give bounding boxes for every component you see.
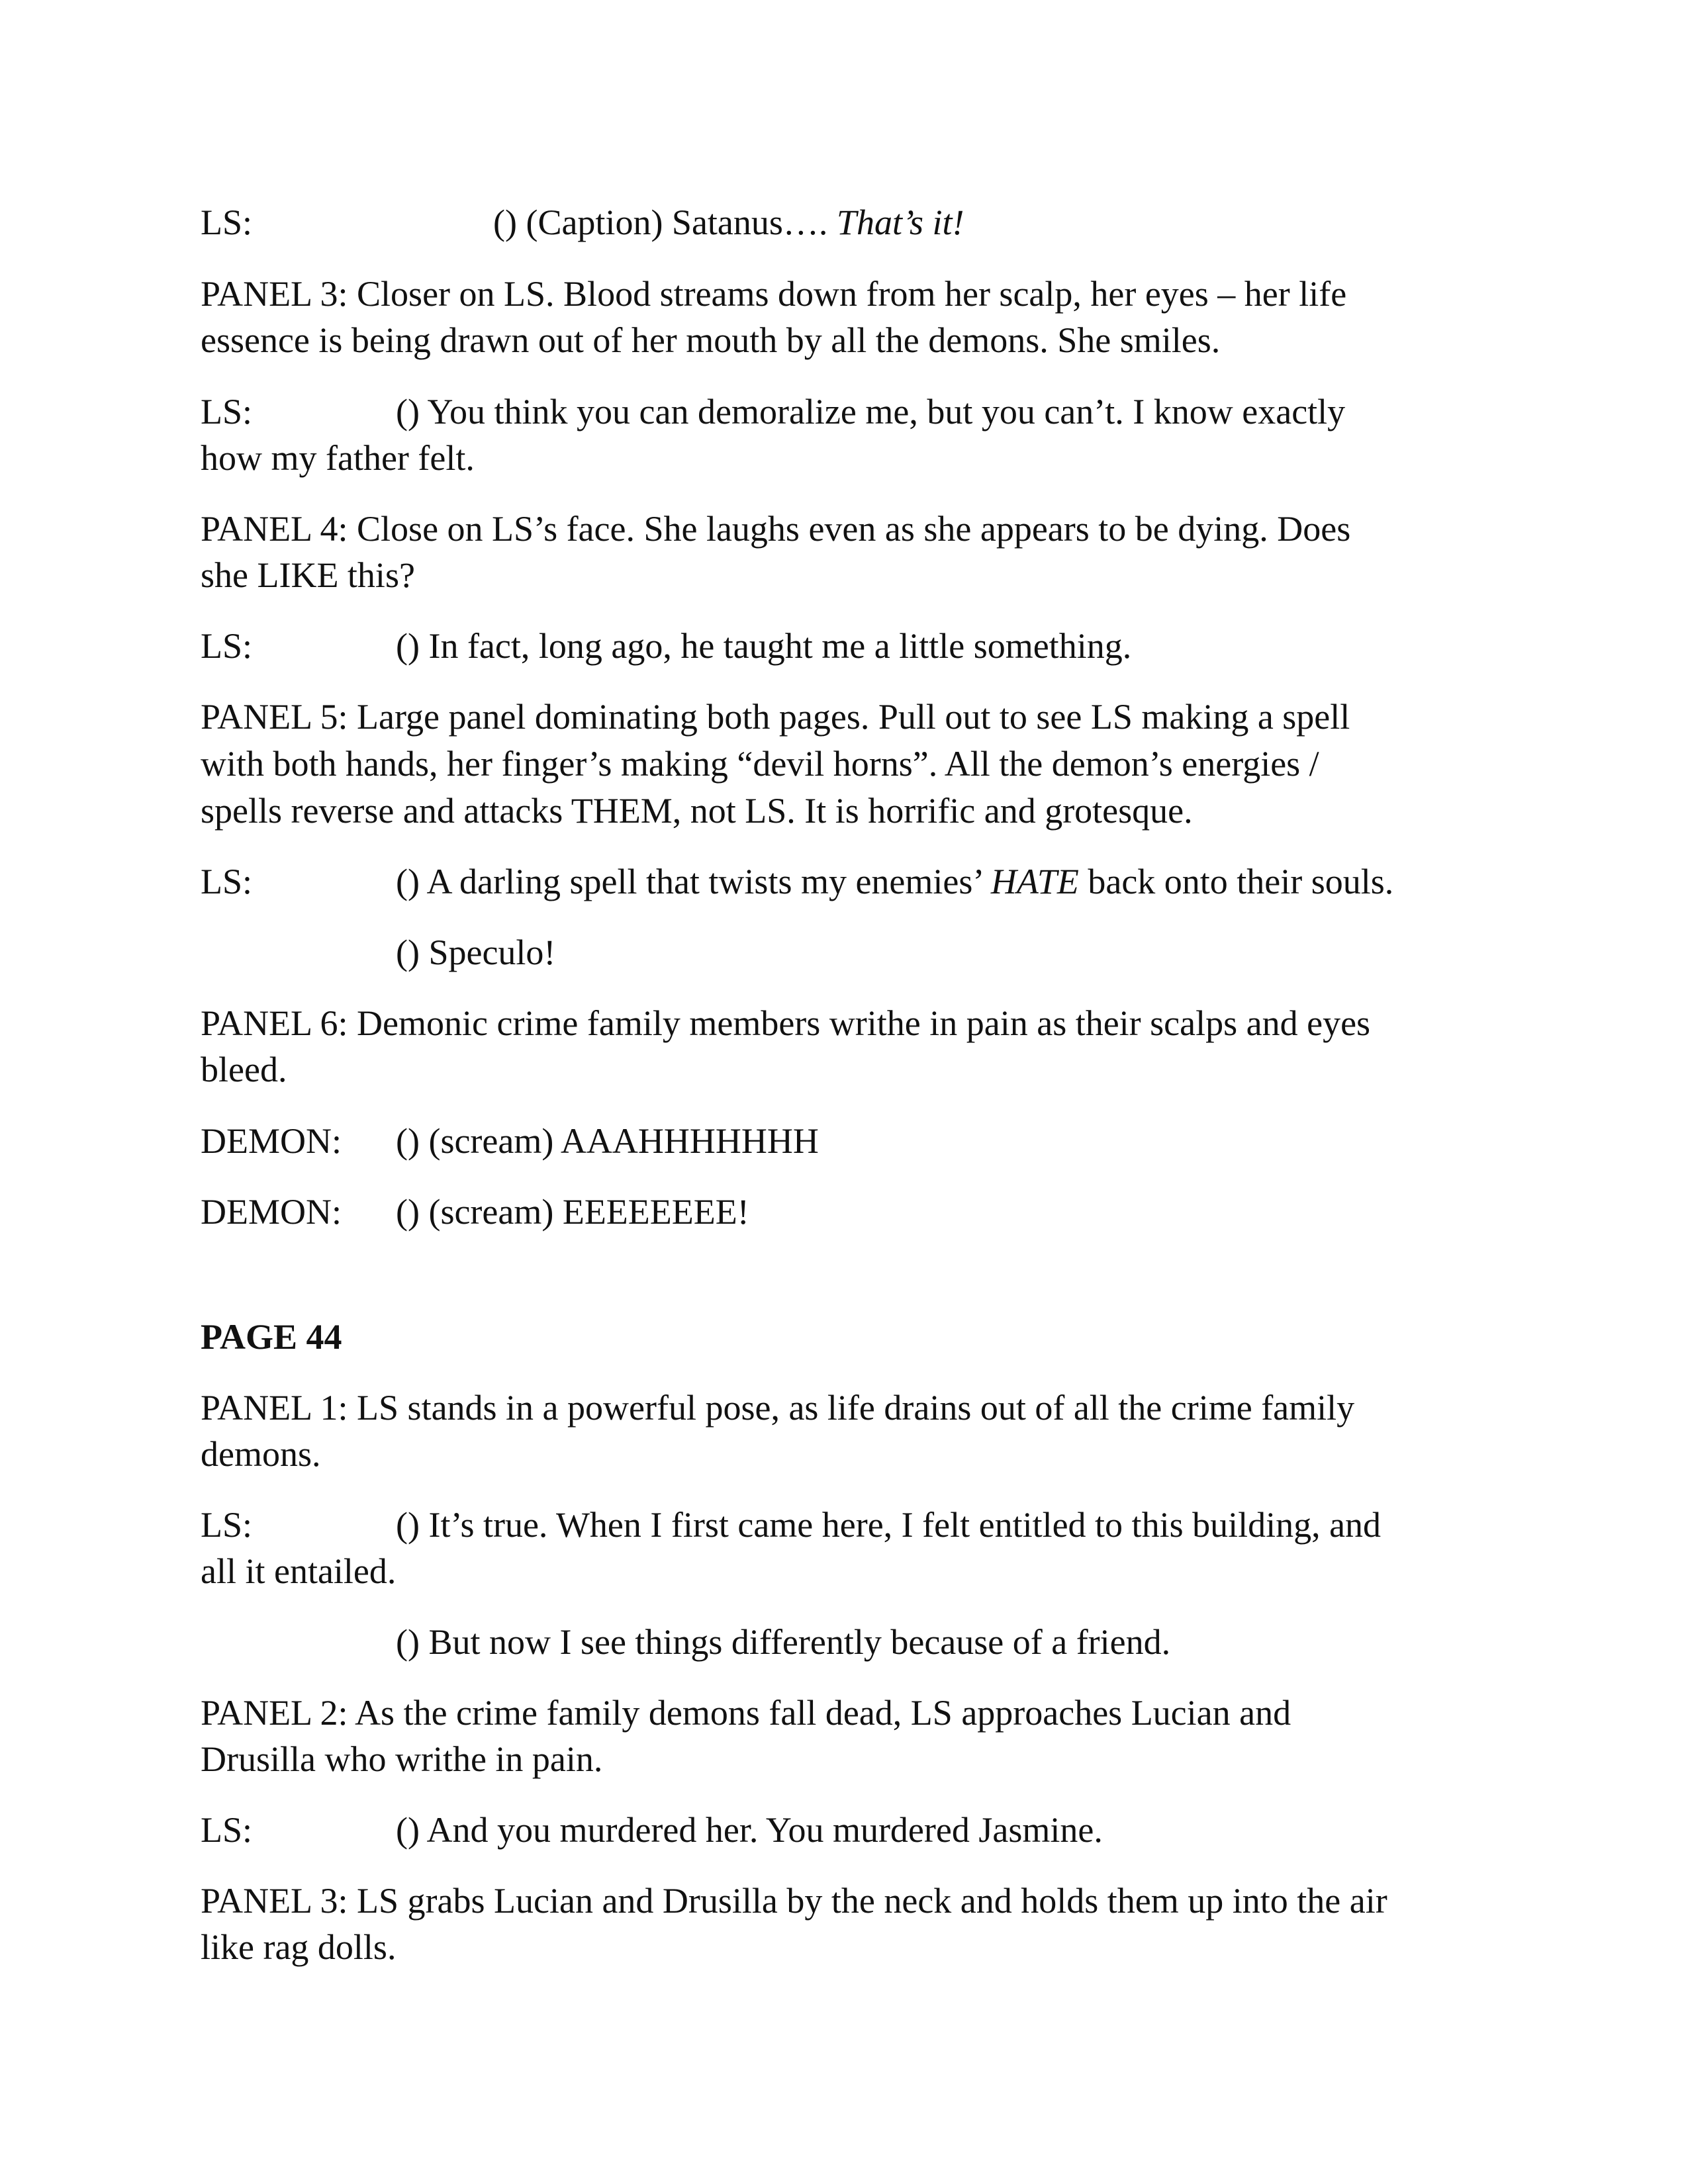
dialogue-text — [493, 199, 964, 246]
panel-description-cont: Drusilla who writhe in pain. — [201, 1739, 603, 1779]
dialogue-speaker: DEMON: — [201, 1121, 342, 1161]
dialogue-speaker: LS: — [201, 203, 253, 242]
panel-description-cont: with both hands, her finger’s making “devil horns”. All the demon’s energies / — [201, 744, 1319, 784]
dialogue-text: () You think you can demoralize me, but you can’t. I know exactly — [396, 392, 1346, 432]
panel-description-cont: bleed. — [201, 1050, 287, 1089]
panel-description-cont: spells reverse and attacks THEM, not LS. It is horrific and grotesque. — [201, 791, 1193, 831]
dialogue-italic-text: That’s it! — [836, 203, 964, 242]
dialogue-text: () And you murdered her. You murdered Jasmine. — [396, 1810, 1103, 1850]
panel-description-cont: demons. — [201, 1434, 321, 1474]
dialogue-text: () It’s true. When I first came here, I felt entitled to this building, and — [396, 1505, 1382, 1545]
dialogue-text-part: () A darling spell that twists my enemies’ — [396, 862, 991, 901]
panel-description: PANEL 6: Demonic crime family members writhe in pain as their scalps and eyes — [201, 1003, 1371, 1043]
dialogue-text: () But now I see things differently because of a friend. — [396, 1622, 1171, 1662]
page-heading: PAGE 44 — [201, 1317, 342, 1357]
panel-description: PANEL 2: As the crime family demons fall dead, LS approaches Lucian and — [201, 1693, 1291, 1733]
dialogue-speaker: LS: — [201, 1505, 253, 1545]
panel-description: PANEL 4: Close on LS’s face. She laughs even as she appears to be dying. Does — [201, 509, 1351, 549]
dialogue-speaker: DEMON: — [201, 1192, 342, 1232]
panel-description: PANEL 1: LS stands in a powerful pose, as life drains out of all the crime family — [201, 1388, 1355, 1428]
dialogue-text: () Speculo! — [396, 933, 556, 972]
dialogue-italic-text: HATE — [990, 862, 1079, 901]
dialogue-text: () In fact, long ago, he taught me a little something. — [396, 626, 1132, 666]
panel-description-cont: essence is being drawn out of her mouth by all the demons. She smiles. — [201, 320, 1221, 360]
panel-description: PANEL 3: LS grabs Lucian and Drusilla by the neck and holds them up into the air — [201, 1881, 1387, 1921]
panel-description: PANEL 3: Closer on LS. Blood streams down from her scalp, her eyes – her life — [201, 274, 1347, 314]
panel-description: PANEL 5: Large panel dominating both pages. Pull out to see LS making a spell — [201, 697, 1350, 737]
dialogue-text — [396, 858, 1393, 905]
dialogue-speaker: LS: — [201, 862, 253, 901]
dialogue-text: () (scream) AAAHHHHHHH — [396, 1121, 819, 1161]
dialogue-text-part: back onto their souls. — [1078, 862, 1394, 901]
panel-description-cont: she LIKE this? — [201, 555, 415, 595]
dialogue-text: () (scream) EEEEEEEE! — [396, 1192, 749, 1232]
dialogue-speaker: LS: — [201, 626, 253, 666]
panel-description-cont: like rag dolls. — [201, 1927, 397, 1967]
dialogue-text-part: () (Caption) Satanus…. — [493, 203, 837, 242]
dialogue-speaker: LS: — [201, 392, 253, 432]
dialogue-text-cont: all it entailed. — [201, 1551, 397, 1591]
dialogue-speaker: LS: — [201, 1810, 253, 1850]
dialogue-text-cont: how my father felt. — [201, 438, 475, 478]
